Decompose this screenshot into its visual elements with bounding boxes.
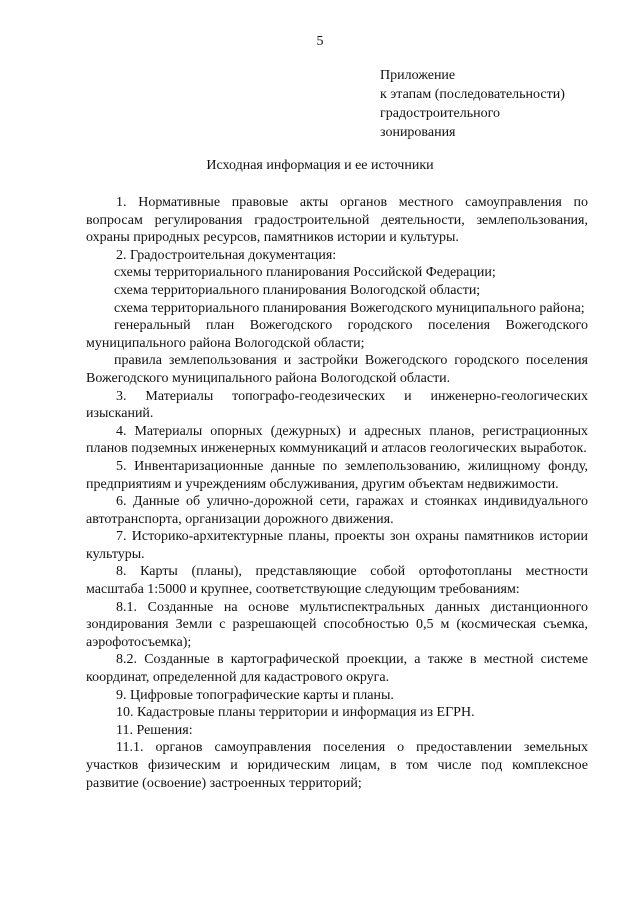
sub-list-item: схема территориального планирования Вожегодского муниципального района;: [114, 300, 585, 316]
sub-list-item: правила землепользования и застройки Вожегодского городского поселения Вожегодского муниципального района Вологодской области.: [86, 353, 588, 386]
appendix-line: зонирования: [380, 125, 456, 140]
numbered-paragraph: 8. Карты (планы), представляющие собой ортофотопланы местности масштаба 1:5000 и крупнее, соответствующие следующим требованиям:: [86, 564, 588, 598]
appendix-line: к этапам (последовательности): [380, 87, 565, 102]
document-title: Исходная информация и ее источники: [206, 158, 434, 173]
numbered-paragraph: 1. Нормативные правовые акты органов местного самоуправления по вопросам регулирования градостроительной деятельности, землепользования, охраны природных ресурсов, памятников истории и культуры.: [86, 195, 588, 246]
numbered-paragraph: 2. Градостроительная документация:: [116, 247, 337, 263]
sub-list-item: схема территориального планирования Вологодской области;: [114, 282, 481, 298]
numbered-paragraph: 9. Цифровые топографические карты и планы.: [116, 687, 394, 703]
numbered-paragraph: 11.1. органов самоуправления поселения о предоставлении земельных участков физическим и юридическим лицам, в том числе под комплексное развитие (освоение) застроенных территорий;: [86, 740, 588, 791]
document-body: [86, 194, 588, 792]
page-number: 5: [316, 34, 324, 49]
numbered-paragraph: 7. Историко-архитектурные планы, проекты зон охраны памятников истории культуры.: [86, 529, 588, 562]
sub-list-item: схемы территориального планирования Российской Федерации;: [114, 265, 496, 281]
numbered-paragraph: 5. Инвентаризационные данные по землепользованию, жилищному фонду, предприятиям и учреждениям обслуживания, другим объектам недвижимости.: [86, 458, 588, 492]
numbered-paragraph: 10. Кадастровые планы территории и информация из ЕГРН.: [116, 705, 475, 721]
appendix-note: [380, 66, 565, 142]
numbered-paragraph: 6. Данные об улично-дорожной сети, гаражах и стоянках индивидуального автотранспорта, организации дорожного движения.: [86, 494, 588, 527]
appendix-line: градостроительного: [380, 106, 501, 121]
numbered-paragraph: 4. Материалы опорных (дежурных) и адресных планов, регистрационных планов подземных инженерных коммуникаций и атласов геологических выработок.: [86, 423, 588, 457]
numbered-paragraph: 11. Решения:: [116, 722, 193, 738]
numbered-paragraph: 8.2. Созданные в картографической проекции, а также в местной системе координат, определенной для кадастрового округа.: [86, 652, 588, 686]
numbered-paragraph: 3. Материалы топографо-геодезических и инженерно-геологических изысканий.: [86, 388, 588, 422]
appendix-line: Приложение: [380, 68, 456, 83]
numbered-paragraph: 8.1. Созданные на основе мультиспектральных данных дистанционного зондирования Земли с разрешающей способностью 0,5 м (космическая съемка, аэрофотосъемка);: [86, 599, 588, 650]
sub-list-item: генеральный план Вожегодского городского поселения Вожегодского муниципального района Вологодской области;: [86, 318, 588, 351]
